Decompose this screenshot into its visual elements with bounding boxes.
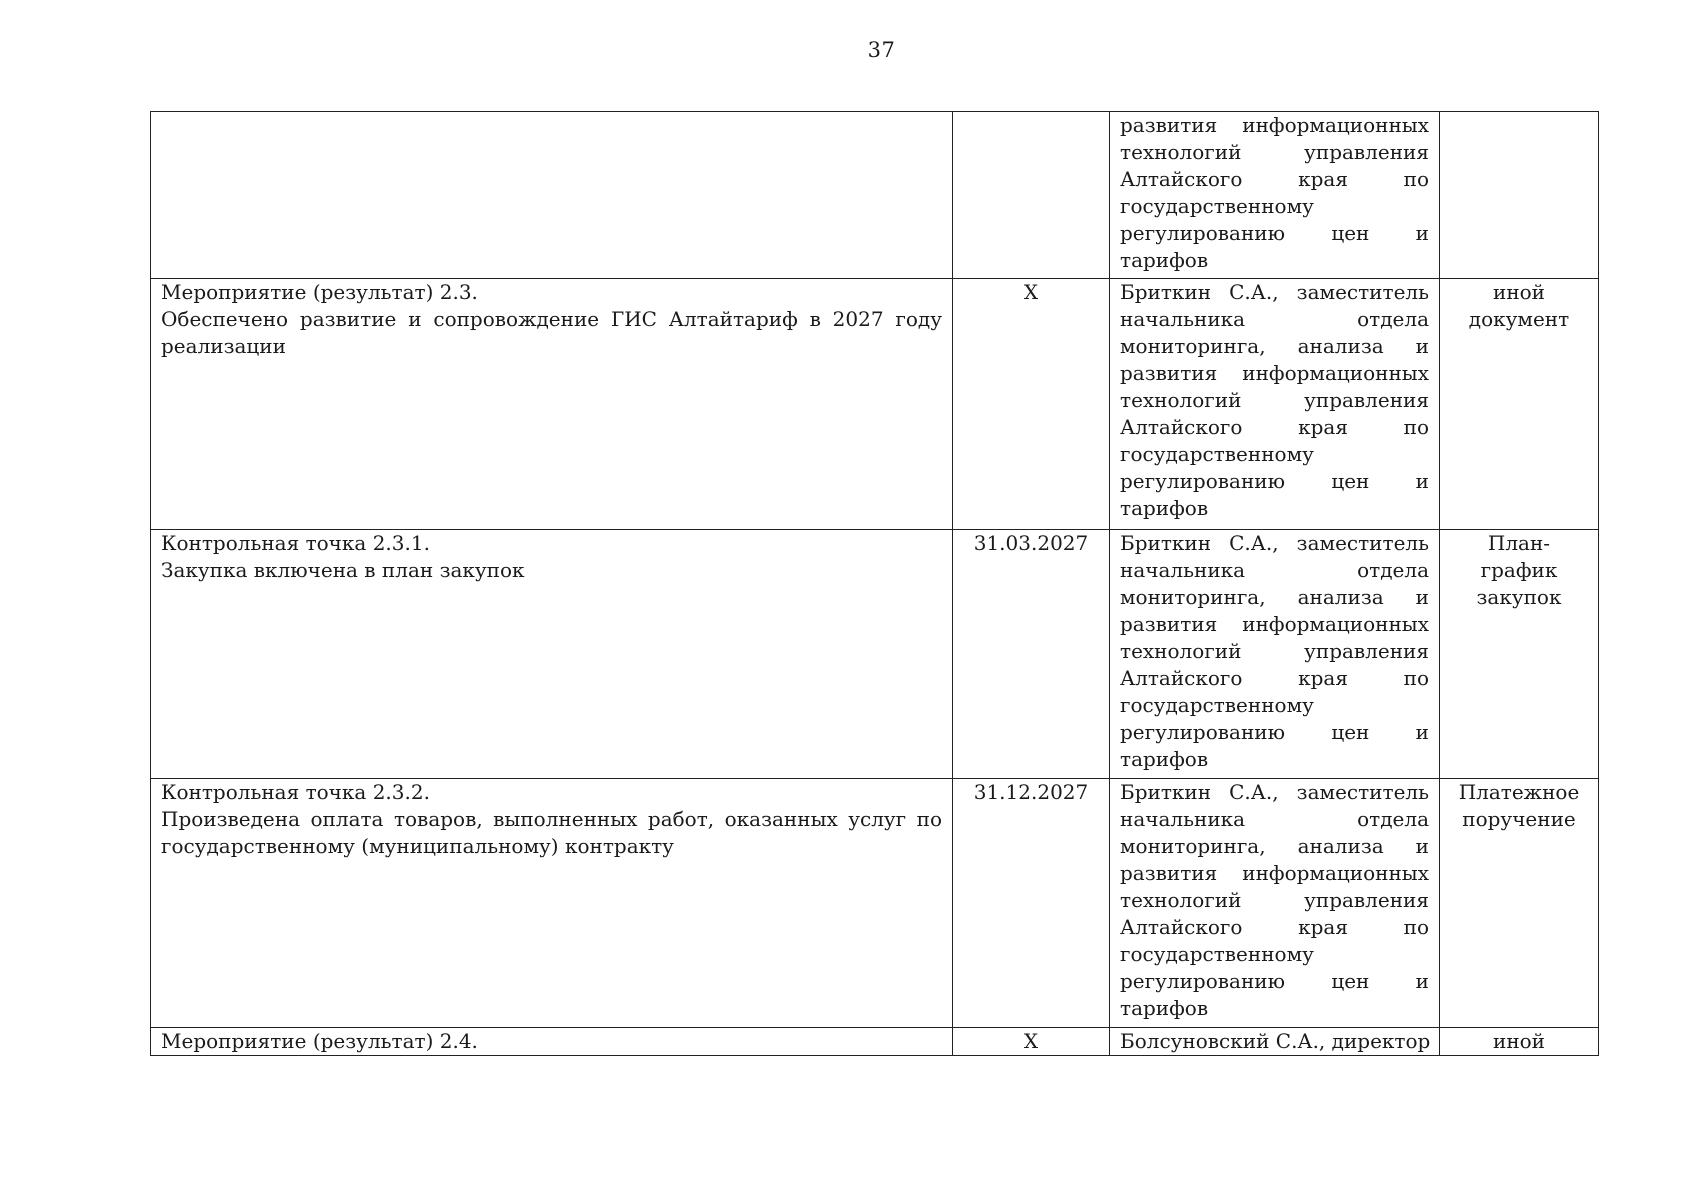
table-row xyxy=(151,1028,1599,1056)
responsible-text-line: регулированию цен и xyxy=(1120,221,1429,245)
responsible-text-line: тарифов xyxy=(1120,747,1209,771)
responsible-text-line: развития информационных xyxy=(1120,612,1429,636)
deadline-cell: Х xyxy=(953,279,1110,530)
event-title: Мероприятие (результат) 2.3. xyxy=(161,280,478,304)
event-title: Мероприятие (результат) 2.4. xyxy=(161,1029,478,1053)
responsible-text-line: тарифов xyxy=(1120,496,1209,520)
responsible-text-line: государственному xyxy=(1120,442,1314,466)
responsible-cell xyxy=(1110,530,1440,779)
responsible-text-line: Алтайского края по xyxy=(1120,167,1429,191)
responsible-text-line: Бриткин С.А., заместитель xyxy=(1120,780,1429,804)
responsible-text-line: регулированию цен и xyxy=(1120,969,1429,993)
responsible-text-line: регулированию цен и xyxy=(1120,469,1429,493)
responsible-cell xyxy=(1110,1028,1440,1056)
responsible-text-line: технологий управления xyxy=(1120,388,1429,412)
responsible-text-line: развития информационных xyxy=(1120,361,1429,385)
responsible-text-line: развития информационных xyxy=(1120,113,1429,137)
control-point-name-cell xyxy=(151,530,953,779)
table-row xyxy=(151,530,1599,779)
control-point-description: Произведена оплата товаров, выполненных работ, оказанных услуг по государственному (муниципальному) контракту xyxy=(161,807,942,858)
responsible-text-line: мониторинга, анализа и xyxy=(1120,834,1429,858)
responsible-text-line: государственному xyxy=(1120,194,1314,218)
deadline-cell xyxy=(953,112,1110,279)
responsible-text-line: мониторинга, анализа и xyxy=(1120,334,1429,358)
event-name-cell xyxy=(151,279,953,530)
responsible-cell xyxy=(1110,279,1440,530)
responsible-cell xyxy=(1110,779,1440,1028)
responsible-text-line: технологий управления xyxy=(1120,639,1429,663)
control-point-title: Контрольная точка 2.3.1. xyxy=(161,531,430,555)
implementation-plan-table xyxy=(150,111,1599,1056)
responsible-text-line: начальника отдела xyxy=(1120,558,1429,582)
responsible-text-line: технологий управления xyxy=(1120,140,1429,164)
responsible-text-line: Бриткин С.А., заместитель xyxy=(1120,280,1429,304)
responsible-text-line: начальника отдела xyxy=(1120,307,1429,331)
document-type-cell: иной документ xyxy=(1440,279,1599,530)
control-point-name-cell xyxy=(151,779,953,1028)
responsible-text-line: регулированию цен и xyxy=(1120,720,1429,744)
responsible-text-line: начальника отдела xyxy=(1120,807,1429,831)
responsible-text-line: государственному xyxy=(1120,942,1314,966)
table-row xyxy=(151,279,1599,530)
document-type-cell: План-график закупок xyxy=(1440,530,1599,779)
responsible-text-line: тарифов xyxy=(1120,248,1209,272)
responsible-text-line: государственному xyxy=(1120,693,1314,717)
event-description: Обеспечено развитие и сопровождение ГИС Алтайтариф в 2027 году реализации xyxy=(161,307,942,358)
event-name-cell xyxy=(151,1028,953,1056)
table-row xyxy=(151,779,1599,1028)
responsible-text-line: Болсуновский С.А., директор xyxy=(1120,1029,1431,1053)
document-type-cell: Платежное поручение xyxy=(1440,779,1599,1028)
event-name-cell xyxy=(151,112,953,279)
deadline-cell: 31.12.2027 xyxy=(953,779,1110,1028)
control-point-description: Закупка включена в план закупок xyxy=(161,558,525,582)
responsible-text-line: Алтайского края по xyxy=(1120,666,1429,690)
responsible-text-line: Алтайского края по xyxy=(1120,415,1429,439)
responsible-text-line: Алтайского края по xyxy=(1120,915,1429,939)
responsible-text-line: технологий управления xyxy=(1120,888,1429,912)
responsible-text-line: Бриткин С.А., заместитель xyxy=(1120,531,1429,555)
responsible-text-line: мониторинга, анализа и xyxy=(1120,585,1429,609)
deadline-cell: 31.03.2027 xyxy=(953,530,1110,779)
table-row xyxy=(151,112,1599,279)
responsible-cell xyxy=(1110,112,1440,279)
page-number: 37 xyxy=(867,38,896,62)
deadline-cell: Х xyxy=(953,1028,1110,1056)
document-type-cell: иной xyxy=(1440,1028,1599,1056)
responsible-text-line: развития информационных xyxy=(1120,861,1429,885)
document-type-cell xyxy=(1440,112,1599,279)
control-point-title: Контрольная точка 2.3.2. xyxy=(161,780,430,804)
responsible-text-line: тарифов xyxy=(1120,996,1209,1020)
table-body xyxy=(151,112,1599,1056)
